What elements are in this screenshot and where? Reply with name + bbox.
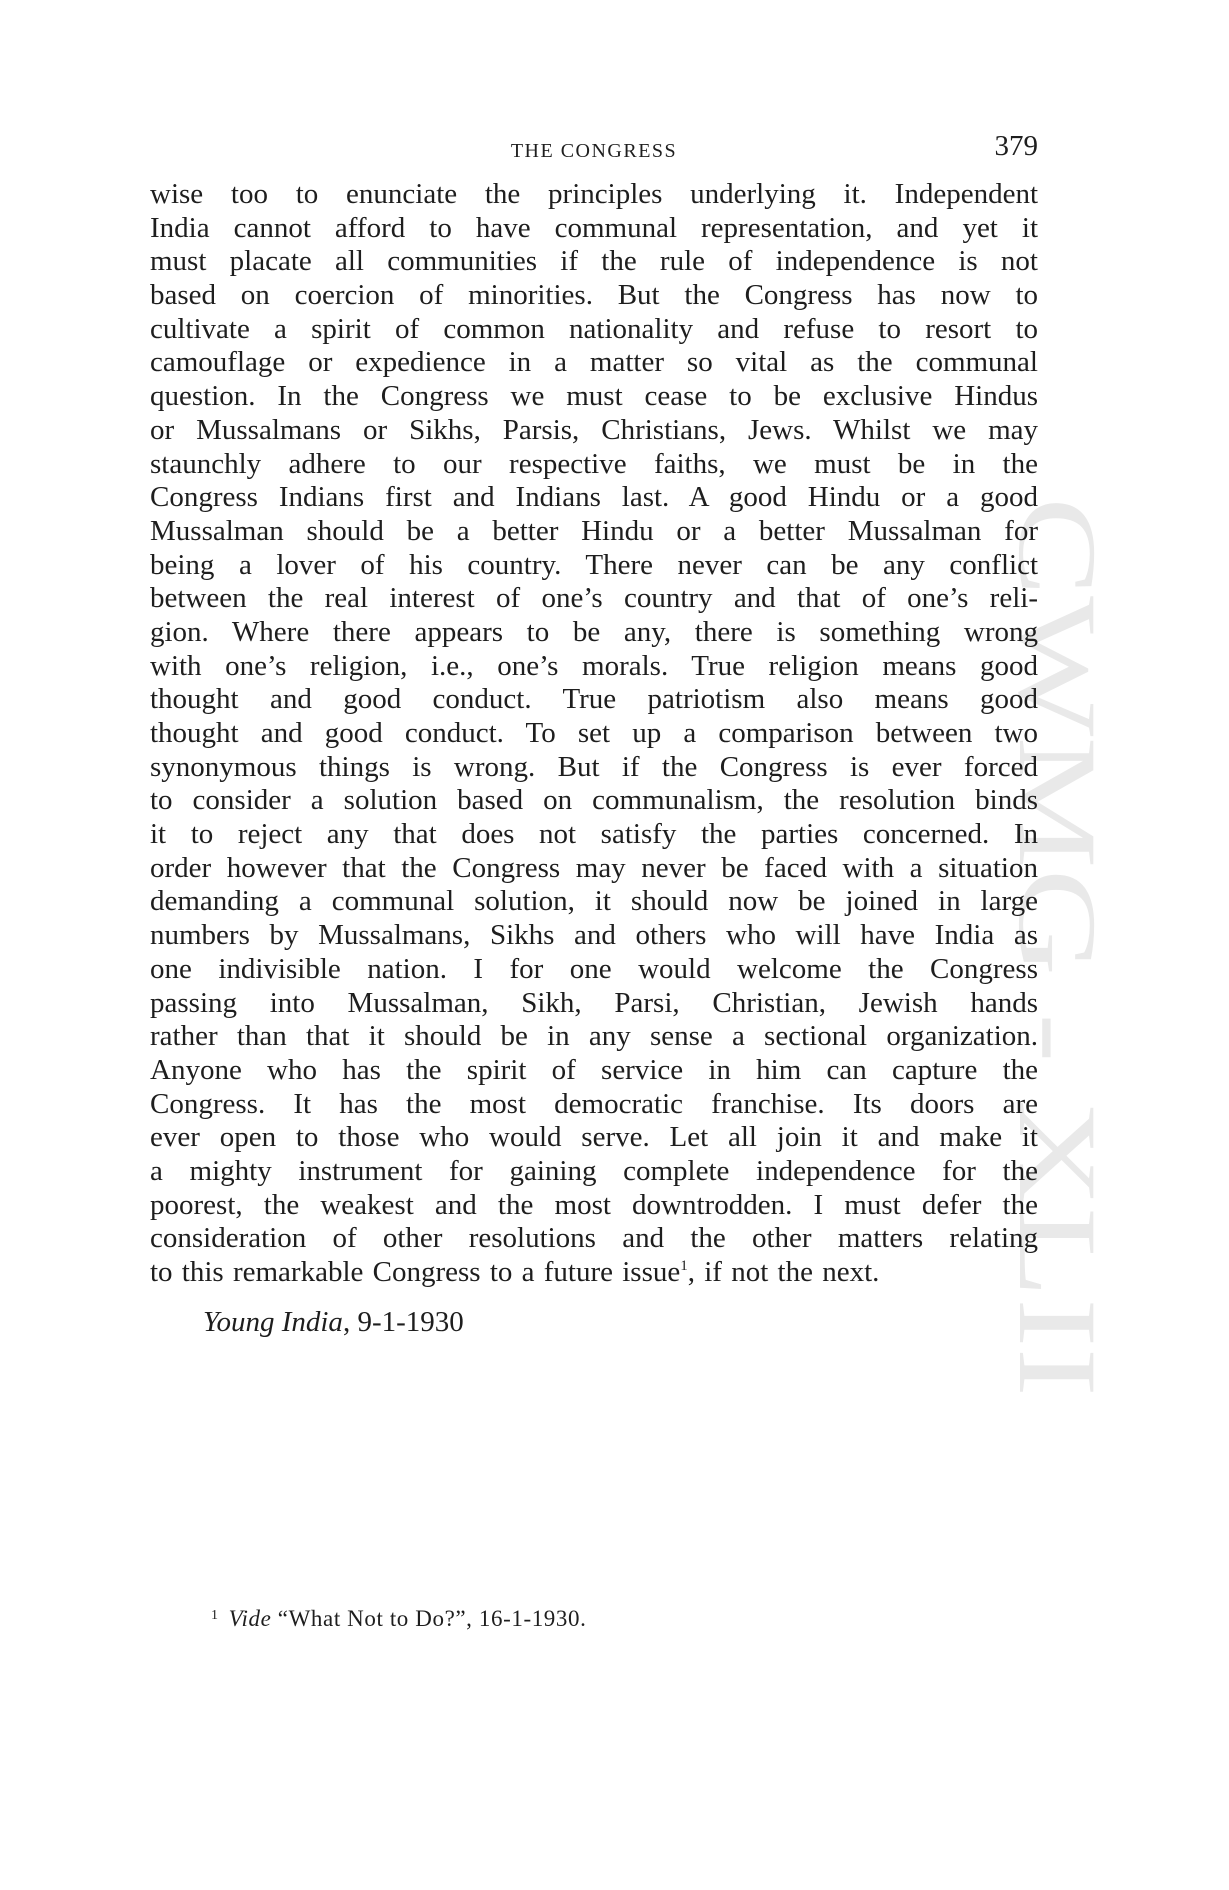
footnote-vide: Vide xyxy=(228,1606,272,1631)
footnote-text: “What Not to Do?”, 16-1-1930. xyxy=(271,1606,587,1631)
paragraph-line: staunchly adhere to our respective faiths, we must be in the xyxy=(150,447,1038,480)
body-paragraph xyxy=(150,178,1038,1290)
last-line-text-end: , if not the next. xyxy=(687,1256,880,1288)
page-number: 379 xyxy=(994,130,1038,162)
source-citation xyxy=(203,1306,464,1339)
paragraph-line: cultivate a spirit of common nationality and refuse to resort to xyxy=(150,312,1038,345)
paragraph-line: must placate all communities if the rule of independence is not xyxy=(150,245,1038,278)
paragraph-line: being a lover of his country. There never can be any conflict xyxy=(150,548,1038,581)
running-title: THE CONGRESS xyxy=(510,140,678,162)
footnote-marker: 1 xyxy=(211,1608,219,1623)
paragraph-line: to consider a solution based on communalism, the resolution binds xyxy=(150,784,1038,817)
paragraph-line: or Mussalmans or Sikhs, Parsis, Christians, Jews. Whilst we may xyxy=(150,413,1038,446)
paragraph-line: passing into Mussalman, Sikh, Parsi, Christian, Jewish hands xyxy=(150,986,1038,1019)
footnote-reference: 1 xyxy=(680,1258,688,1274)
watermark-text: CWMG - XLII xyxy=(995,497,1119,1176)
paragraph-line: consideration of other resolutions and the other matters relating xyxy=(150,1222,1038,1255)
paragraph-line: with one’s religion, i.e., one’s morals. True religion means good xyxy=(150,649,1038,682)
paragraph-line: poorest, the weakest and the most downtrodden. I must defer the xyxy=(150,1188,1038,1221)
paragraph-line-last xyxy=(150,1256,1038,1290)
paragraph-line: synonymous things is wrong. But if the Congress is ever forced xyxy=(150,750,1038,783)
source-publication: Young India xyxy=(203,1306,343,1338)
paragraph-line: order however that the Congress may never be faced with a situation xyxy=(150,851,1038,884)
paragraph-line: thought and good conduct. True patriotism also means good xyxy=(150,683,1038,716)
paragraph-line: one indivisible nation. I for one would welcome the Congress xyxy=(150,952,1038,985)
paragraph-line: gion. Where there appears to be any, there is something wrong xyxy=(150,615,1038,648)
paragraph-line: ever open to those who would serve. Let all join it and make it xyxy=(150,1121,1038,1154)
paragraph-line: Mussalman should be a better Hindu or a better Mussalman for xyxy=(150,514,1038,547)
paragraph-line: numbers by Mussalmans, Sikhs and others who will have India as xyxy=(150,919,1038,952)
footnote xyxy=(211,1606,586,1632)
paragraph-line: it to reject any that does not satisfy the parties concerned. In xyxy=(150,818,1038,851)
paragraph-line: camouflage or expedience in a matter so vital as the communal xyxy=(150,346,1038,379)
paragraph-line: Congress. It has the most democratic franchise. Its doors are xyxy=(150,1087,1038,1120)
paragraph-line: India cannot afford to have communal representation, and yet it xyxy=(150,211,1038,244)
paragraph-line: wise too to enunciate the principles underlying it. Independent xyxy=(150,178,1038,210)
paragraph-line: demanding a communal solution, it should now be joined in large xyxy=(150,885,1038,918)
running-header xyxy=(150,128,1038,168)
paragraph-line: based on coercion of minorities. But the Congress has now to xyxy=(150,279,1038,312)
source-date: , 9-1-1930 xyxy=(342,1306,464,1338)
paragraph-line: Anyone who has the spirit of service in him can capture the xyxy=(150,1053,1038,1086)
paragraph-line: a mighty instrument for gaining complete independence for the xyxy=(150,1154,1038,1187)
last-line-text: to this remarkable Congress to a future issue xyxy=(150,1256,681,1288)
paragraph-line: question. In the Congress we must cease to be exclusive Hindus xyxy=(150,380,1038,413)
paragraph-line: Congress Indians first and Indians last. A good Hindu or a good xyxy=(150,481,1038,514)
paragraph-line: rather than that it should be in any sense a sectional organization. xyxy=(150,1020,1038,1053)
paragraph-line: between the real interest of one’s country and that of one’s reli- xyxy=(150,582,1038,615)
paragraph-line: thought and good conduct. To set up a comparison between two xyxy=(150,717,1038,749)
